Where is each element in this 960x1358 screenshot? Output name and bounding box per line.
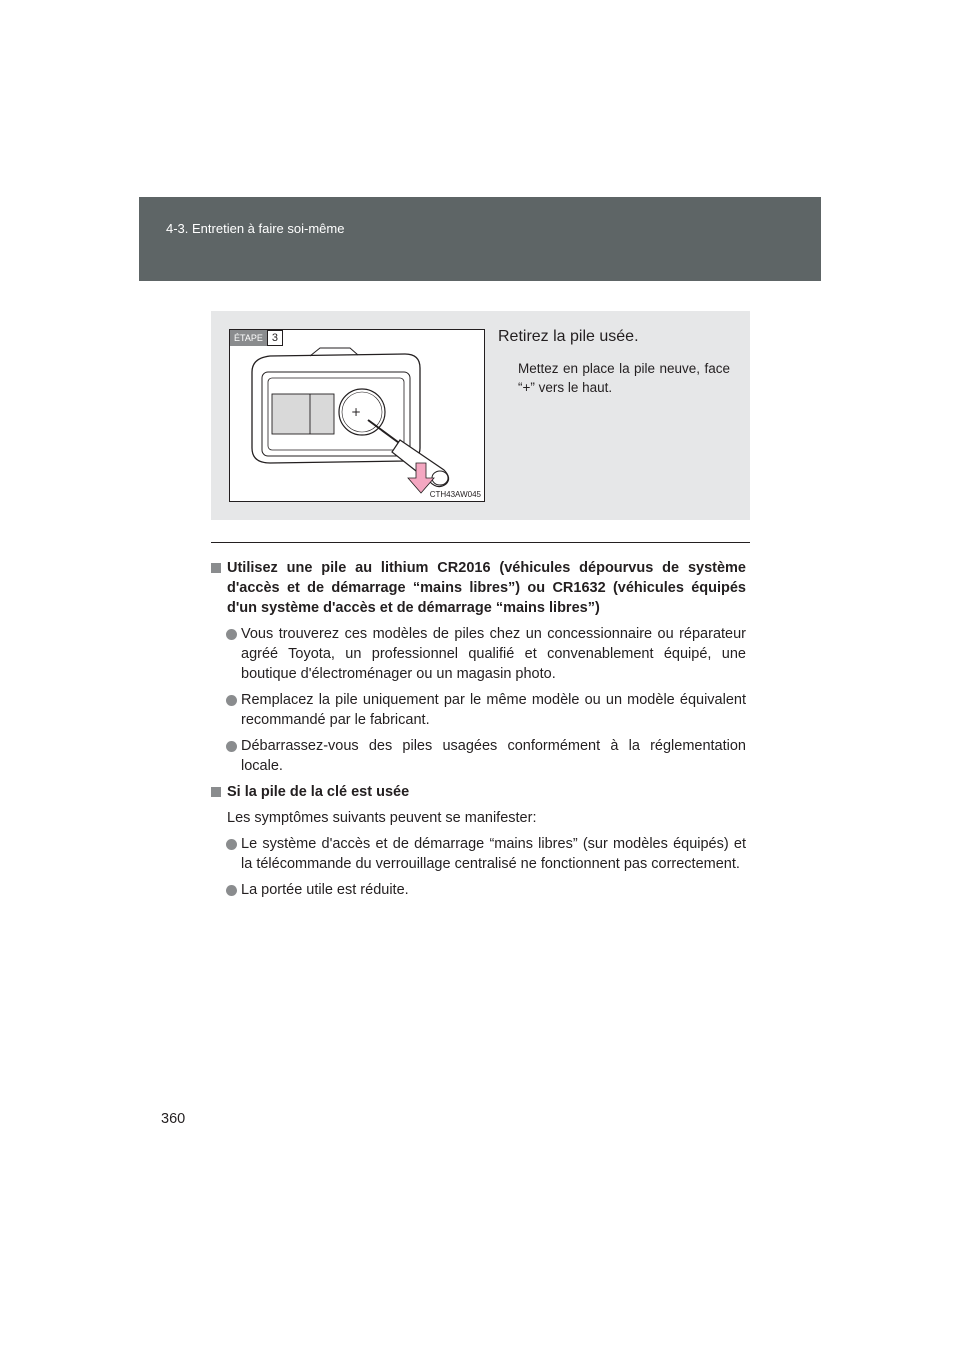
- step-figure: [229, 329, 485, 502]
- list-item: [211, 690, 746, 730]
- step-title: Retirez la pile usée.: [498, 328, 639, 345]
- battery-plus-sign: +: [351, 405, 362, 419]
- square-bullet-icon: [211, 787, 221, 797]
- circle-bullet-icon: [226, 839, 237, 850]
- circle-bullet-icon: [226, 629, 237, 640]
- section-heading-battery-type: [211, 558, 746, 618]
- step-badge-word: ÉTAPE: [230, 330, 267, 346]
- figure-code: CTH43AW045: [429, 490, 481, 499]
- section-divider: [211, 542, 750, 543]
- list-item-text: Vous trouverez ces modèles de piles chez un concessionnaire ou réparateur agréé Toyota, un professionnel qualifié et convenablement équipé, une boutique d'électroménager ou un magasin photo.: [241, 626, 746, 682]
- page-number: 360: [161, 1111, 186, 1127]
- list-item: [211, 624, 746, 684]
- step-panel: [211, 311, 750, 520]
- section-header: [139, 197, 821, 281]
- square-bullet-icon: [211, 563, 221, 573]
- list-item: [211, 880, 746, 900]
- key-battery-illustration: [230, 330, 486, 503]
- circle-bullet-icon: [226, 885, 237, 896]
- list-item-text: Remplacez la pile uniquement par le même modèle ou un modèle équivalent recommandé par le fabricant.: [241, 692, 746, 728]
- list-item-text: Débarrassez-vous des piles usagées conformément à la réglementation locale.: [241, 738, 746, 774]
- list-item: [211, 834, 746, 874]
- section-intro: Les symptômes suivants peuvent se manifester:: [227, 810, 537, 826]
- section-title: 4-3. Entretien à faire soi-même: [166, 221, 345, 236]
- step-note: Mettez en place la pile neuve, face “+” vers le haut.: [518, 361, 730, 395]
- section-heading-worn-battery: [211, 782, 746, 802]
- list-item: [211, 736, 746, 776]
- circle-bullet-icon: [226, 695, 237, 706]
- key-module-shape: [272, 394, 334, 434]
- list-item-text: Le système d'accès et de démarrage “mains libres” (sur modèles équipés) et la télécommande du verrouillage centralisé ne fonctionnent pas correctement.: [241, 836, 746, 872]
- list-item-text: La portée utile est réduite.: [241, 882, 409, 898]
- circle-bullet-icon: [226, 741, 237, 752]
- step-badge-number: 3: [267, 330, 283, 346]
- section-heading-text: Si la pile de la clé est usée: [227, 784, 410, 800]
- body-content: [211, 558, 746, 906]
- section-heading-text: Utilisez une pile au lithium CR2016 (véhicules dépourvus de système d'accès et de démarrage “mains libres”) ou CR1632 (véhicules équipés d'un système d'accès et de démarrage “mains libres”): [227, 560, 746, 616]
